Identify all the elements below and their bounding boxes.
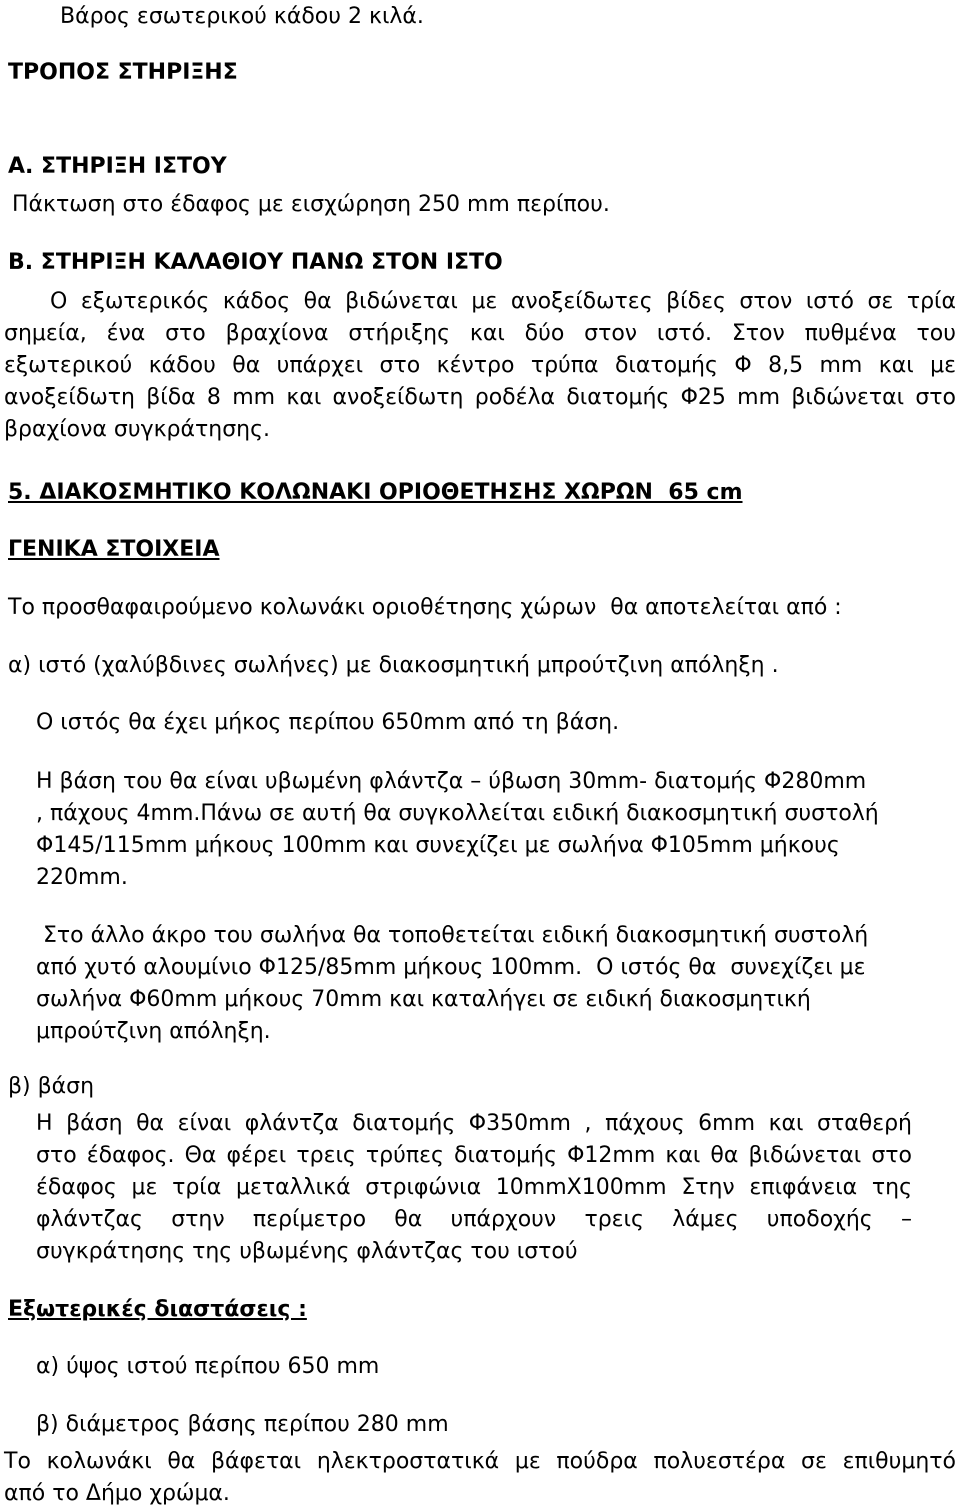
item-a-text: α) ιστό (χαλύβδινες σωλήνες) με διακοσμητική μπρούτζινη απόληξη .	[8, 653, 779, 678]
base-line: , πάχους 4mm.Πάνω σε αυτή θα συγκολλείται ειδική διακοσμητική συστολή	[36, 801, 879, 826]
end-line: Στο άλλο άκρο του σωλήνα θα τοποθετείται ειδική διακοσμητική συστολή	[36, 923, 869, 948]
paint-line: από το Δήμο χρώμα.	[4, 1481, 230, 1506]
dim-a-text: α) ύψος ιστού περίπου 650 mm	[36, 1354, 380, 1379]
base-b-line: φλάντζας στην περίμετρο θα υπάρχουν τρεις λάμες υποδοχής –	[36, 1207, 912, 1232]
end-paragraph	[36, 920, 868, 1048]
base-line: Η βάση του θα είναι υβωμένη φλάντζα – ύβωση 30mm- διατομής Φ280mm	[36, 769, 867, 794]
base-paragraph	[36, 766, 879, 894]
section-b-line: σημεία, ένα στο βραχίονα στήριξης και δύο στον ιστό. Στον πυθμένα του	[4, 321, 956, 346]
support-heading: ΤΡΟΠΟΣ ΣΤΗΡΙΞΗΣ	[8, 60, 238, 85]
section-b-line: Ο εξωτερικός κάδος θα βιδώνεται με ανοξείδωτες βίδες στον ιστό σε τρία	[50, 289, 956, 314]
end-line: από χυτό αλουμίνιο Φ125/85mm μήκους 100mm. Ο ιστός θα συνεχίζει με	[36, 955, 866, 980]
base-line: 220mm.	[36, 865, 128, 890]
section-b-line: ανοξείδωτη βίδα 8 mm και ανοξείδωτη ροδέλα διατομής Φ25 mm βιδώνεται στο	[4, 385, 956, 410]
dim-b-text: β) διάμετρος βάσης περίπου 280 mm	[36, 1412, 449, 1437]
section-5-title: 5. ΔΙΑΚΟΣΜΗΤΙΚΟ ΚΟΛΩΝΑΚΙ ΟΡΙΟΘΕΤΗΣΗΣ ΧΩΡΩΝ 65 cm	[8, 480, 743, 505]
base-b-line: Η βάση θα είναι φλάντζα διατομής Φ350mm , πάχους 6mm και σταθερή	[36, 1111, 912, 1136]
base-b-line: συγκράτησης της υβωμένης φλάντζας του ιστού	[36, 1239, 578, 1264]
length-line: Ο ιστός θα έχει μήκος περίπου 650mm από τη βάση.	[36, 710, 620, 735]
section-a-text: Πάκτωση στο έδαφος με εισχώρηση 250 mm περίπου.	[12, 192, 610, 217]
base-b-line: έδαφος με τρία μεταλλικά στριφώνια 10mmX100mm Στην επιφάνεια της	[36, 1175, 912, 1200]
end-line: μπρούτζινη απόληξη.	[36, 1019, 271, 1044]
section-b-line: βραχίονα συγκράτησης.	[4, 417, 271, 442]
base-b-paragraph	[36, 1108, 912, 1268]
section-b-line: εξωτερικού κάδου θα υπάρχει στο κέντρο τρύπα διατομής Φ 8,5 mm και με	[4, 353, 956, 378]
section-a-title: Α. ΣΤΗΡΙΞΗ ΙΣΤΟΥ	[8, 154, 227, 179]
weight-line: Βάρος εσωτερικού κάδου 2 κιλά.	[60, 4, 424, 29]
base-line: Φ145/115mm μήκους 100mm και συνεχίζει με σωλήνα Φ105mm μήκους	[36, 833, 840, 858]
external-heading: Εξωτερικές διαστάσεις :	[8, 1297, 307, 1322]
paint-line: Το κολωνάκι θα βάφεται ηλεκτροστατικά με πούδρα πολυεστέρα σε επιθυμητό	[4, 1449, 956, 1474]
item-b-text: β) βάση	[8, 1074, 95, 1099]
base-b-line: στο έδαφος. Θα φέρει τρεις τρύπες διατομής Φ12mm και θα βιδώνεται στο	[36, 1143, 912, 1168]
intro-text: Το προσθαφαιρούμενο κολωνάκι οριοθέτησης χώρων θα αποτελείται από :	[8, 595, 842, 620]
section-b-paragraph	[4, 286, 956, 446]
general-heading: ΓΕΝΙΚΑ ΣΤΟΙΧΕΙΑ	[8, 537, 220, 562]
section-b-title: Β. ΣΤΗΡΙΞΗ ΚΑΛΑΘΙΟΥ ΠΑΝΩ ΣΤΟΝ ΙΣΤΟ	[8, 250, 503, 275]
paint-paragraph	[4, 1446, 956, 1510]
end-line: σωλήνα Φ60mm μήκους 70mm και καταλήγει σε ειδική διακοσμητική	[36, 987, 811, 1012]
